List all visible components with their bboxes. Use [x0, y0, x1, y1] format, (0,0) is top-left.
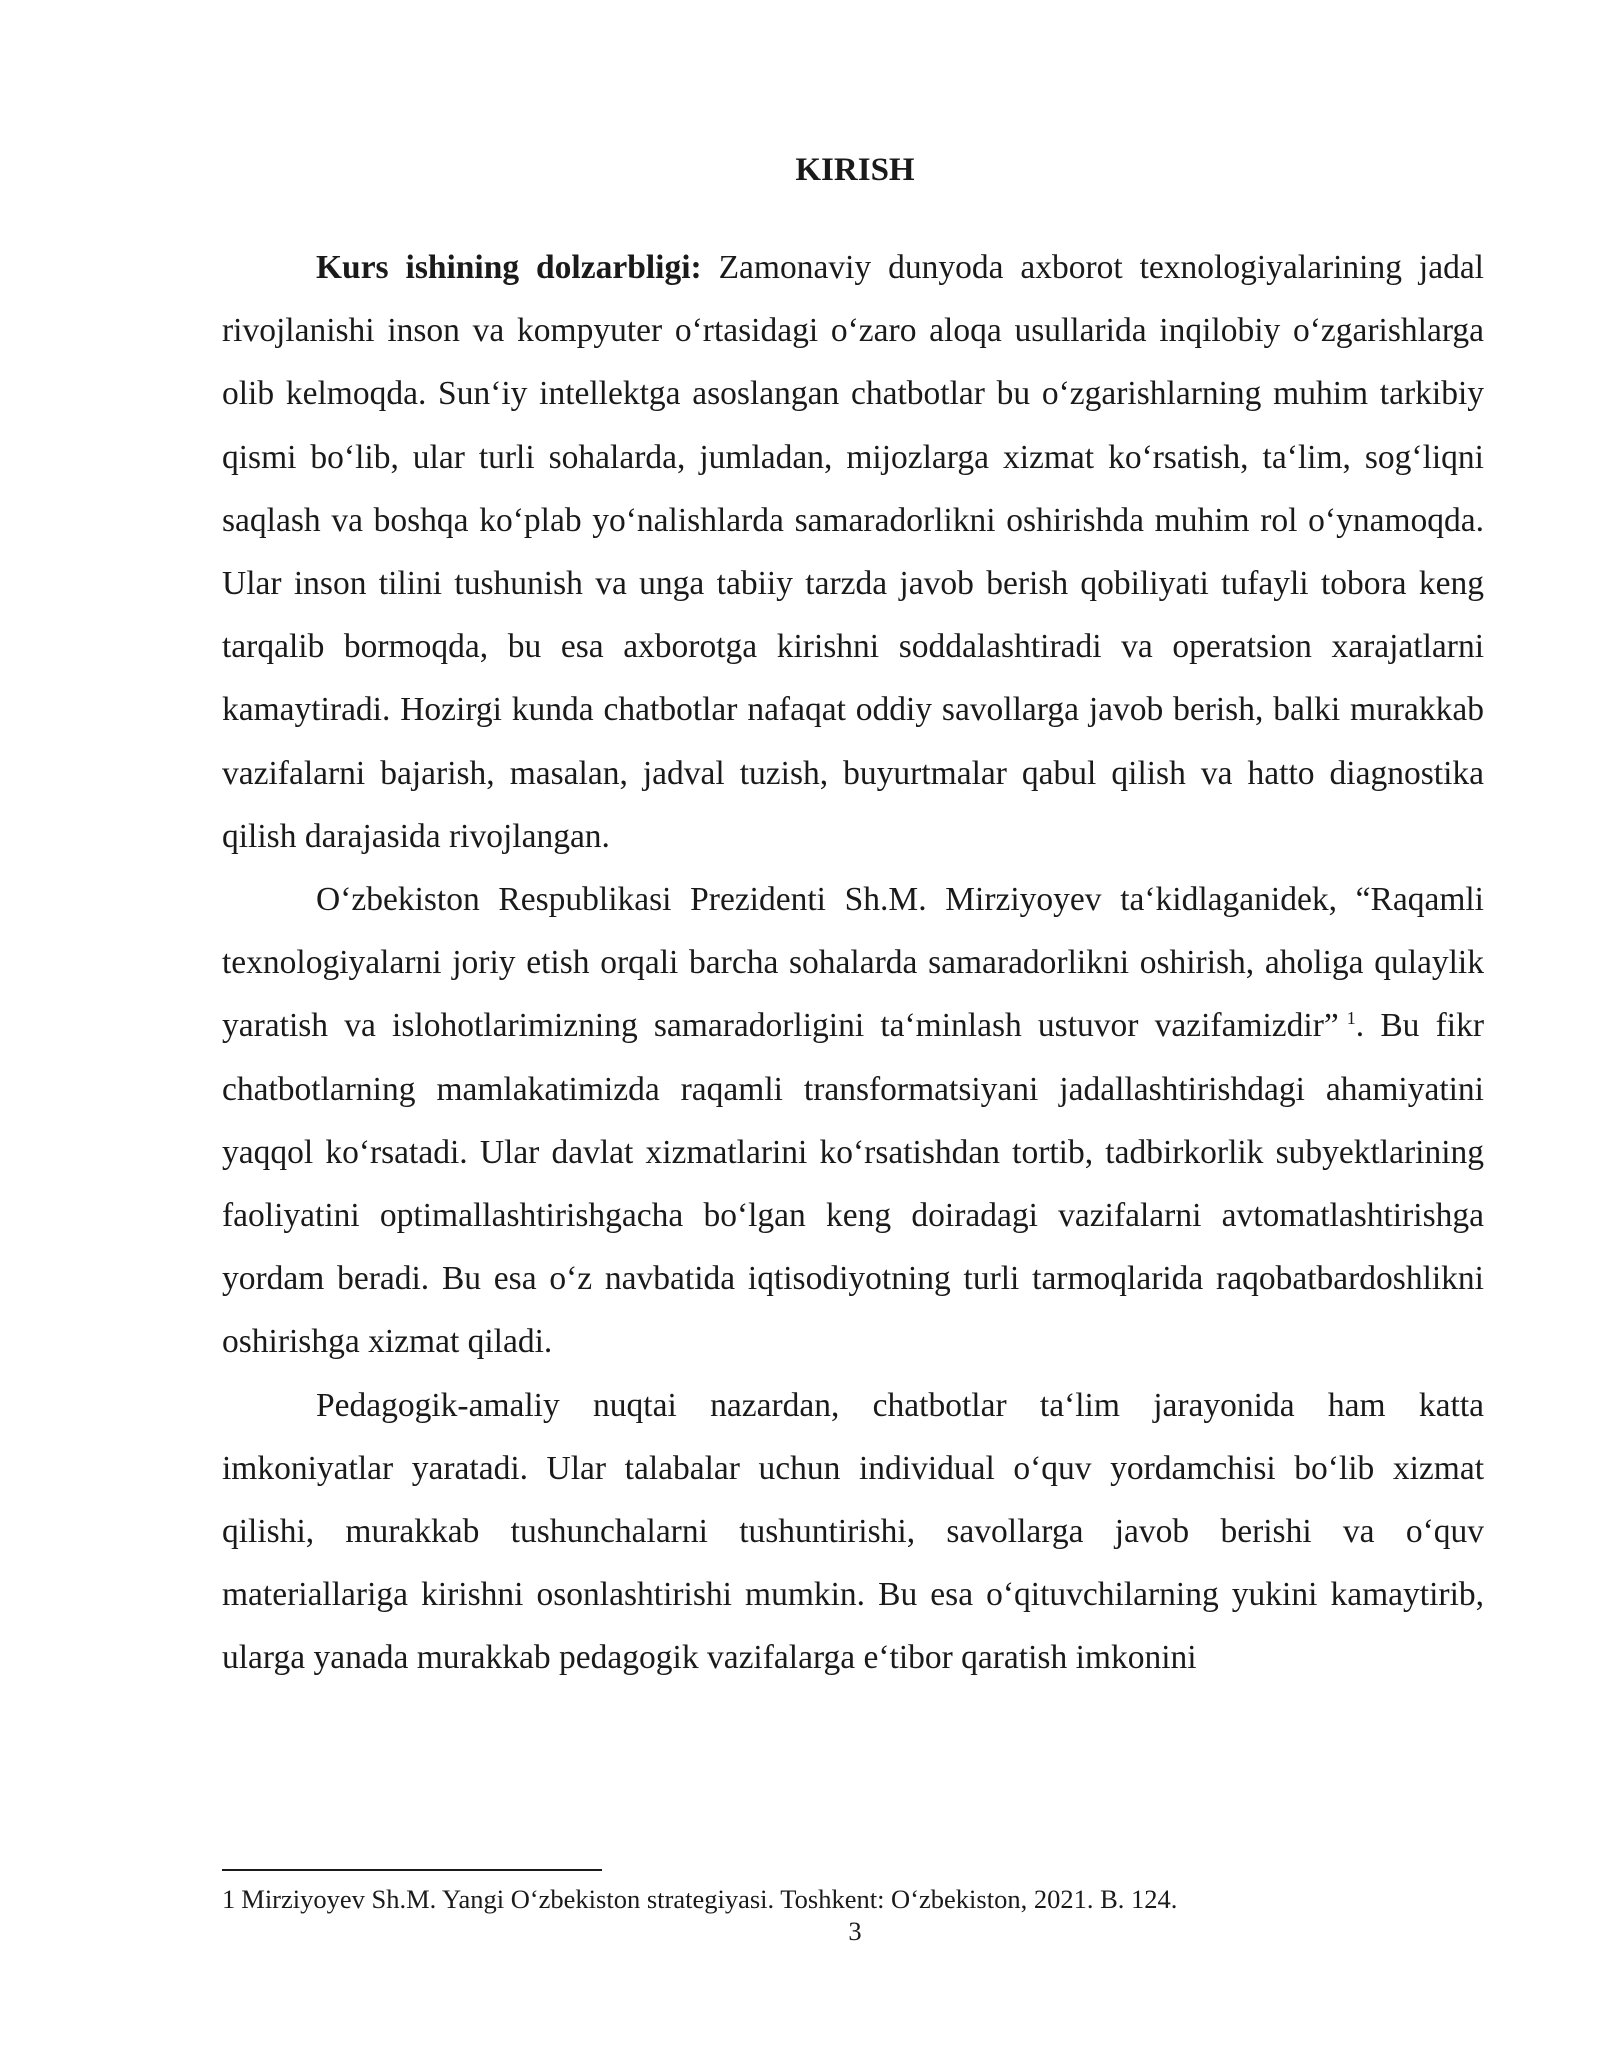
footnote-text: Mirziyoyev Sh.M. Yangi O‘zbekiston strategiyasi. Toshkent: O‘zbekiston, 2021. B. 124. [241, 1884, 1178, 1914]
paragraph-text: Zamonaviy dunyoda axborot texnologiyalarining jadal rivojlanishi inson va kompyuter o‘rtasidagi o‘zaro aloqa usullarida inqilobiy o‘zgarishlarga olib kelmoqda. Sun‘iy intellektga asoslangan chatbotlar bu o‘zgarishlarning muhim tarkibiy qismi bo‘lib, ular turli sohalarda, jumladan, mijozlarga xizmat ko‘rsatish, ta‘lim, sog‘liqni saqlash va boshqa ko‘plab yo‘nalishlarda samaradorlikni oshirishda muhim rol o‘ynamoqda. Ular inson tilini tushunish va unga tabiiy tarzda javob berish qobiliyati tufayli tobora keng tarqalib bormoqda, bu esa axborotga kirishni soddalashtiradi va operatsion xarajatlarni kamaytiradi. Hozirgi kunda chatbotlar nafaqat oddiy savollarga javob berish, balki murakkab vazifalarni bajarish, masalan, jadval tuzish, buyurtmalar qabul qilish va hatto diagnostika qilish darajasida rivojlangan. [222, 249, 1484, 855]
paragraph-relevance [222, 236, 1484, 868]
footnote-number: 1 [222, 1884, 236, 1914]
page-number: 3 [848, 1916, 862, 1946]
paragraph-text: Pedagogik-amaliy nuqtai nazardan, chatbotlar ta‘lim jarayonida ham katta imkoniyatlar yaratadi. Ular talabalar uchun individual o‘quv yordamchisi bo‘lib xizmat qilishi, murakkab tushunchalarni tushuntirishi, savollarga javob berishi va o‘quv materiallariga kirishni osonlashtirishi mumkin. Bu esa o‘qituvchilarning yukini kamaytirib, ularga yanada murakkab pedagogik vazifalarga e‘tibor qaratish imkonini [222, 1386, 1484, 1677]
paragraph-lead: Kurs ishining dolzarbligi: [316, 249, 702, 286]
paragraph-text-quote: O‘zbekiston Respublikasi Prezidenti Sh.M. Mirziyoyev ta‘kidlaganidek, “Raqamli texnologiyalarni joriy etish orqali barcha sohalarda samaradorlikni oshirish, aholiga qulaylik yaratish va islohotlarimizning samaradorligini ta‘minlash ustuvor vazifamizdir” [222, 881, 1484, 1045]
paragraph-pedagogical [222, 1374, 1484, 1690]
footnote-separator [222, 1869, 602, 1871]
section-heading: KIRISH [795, 152, 915, 188]
paragraph-text-continuation: . Bu fikr chatbotlarning mamlakatimizda raqamli transformatsiyani jadallashtirishdagi ahamiyatini yaqqol ko‘rsatadi. Ular davlat xizmatlarini ko‘rsatishdan tortib, tadbirkorlik subyektlarining faoliyatini optimallashtirishgacha bo‘lgan keng doiradagi vazifalarni avtomatlashtirishga yordam beradi. Bu esa o‘z navbatida iqtisodiyotning turli tarmoqlarida raqobatbardoshlikni oshirishga xizmat qiladi. [222, 1007, 1484, 1361]
body-text [222, 236, 1484, 1690]
paragraph-president-quote [222, 868, 1484, 1374]
footnote [222, 1883, 1484, 1915]
footnote-reference[interactable]: 1 [1346, 1008, 1356, 1029]
